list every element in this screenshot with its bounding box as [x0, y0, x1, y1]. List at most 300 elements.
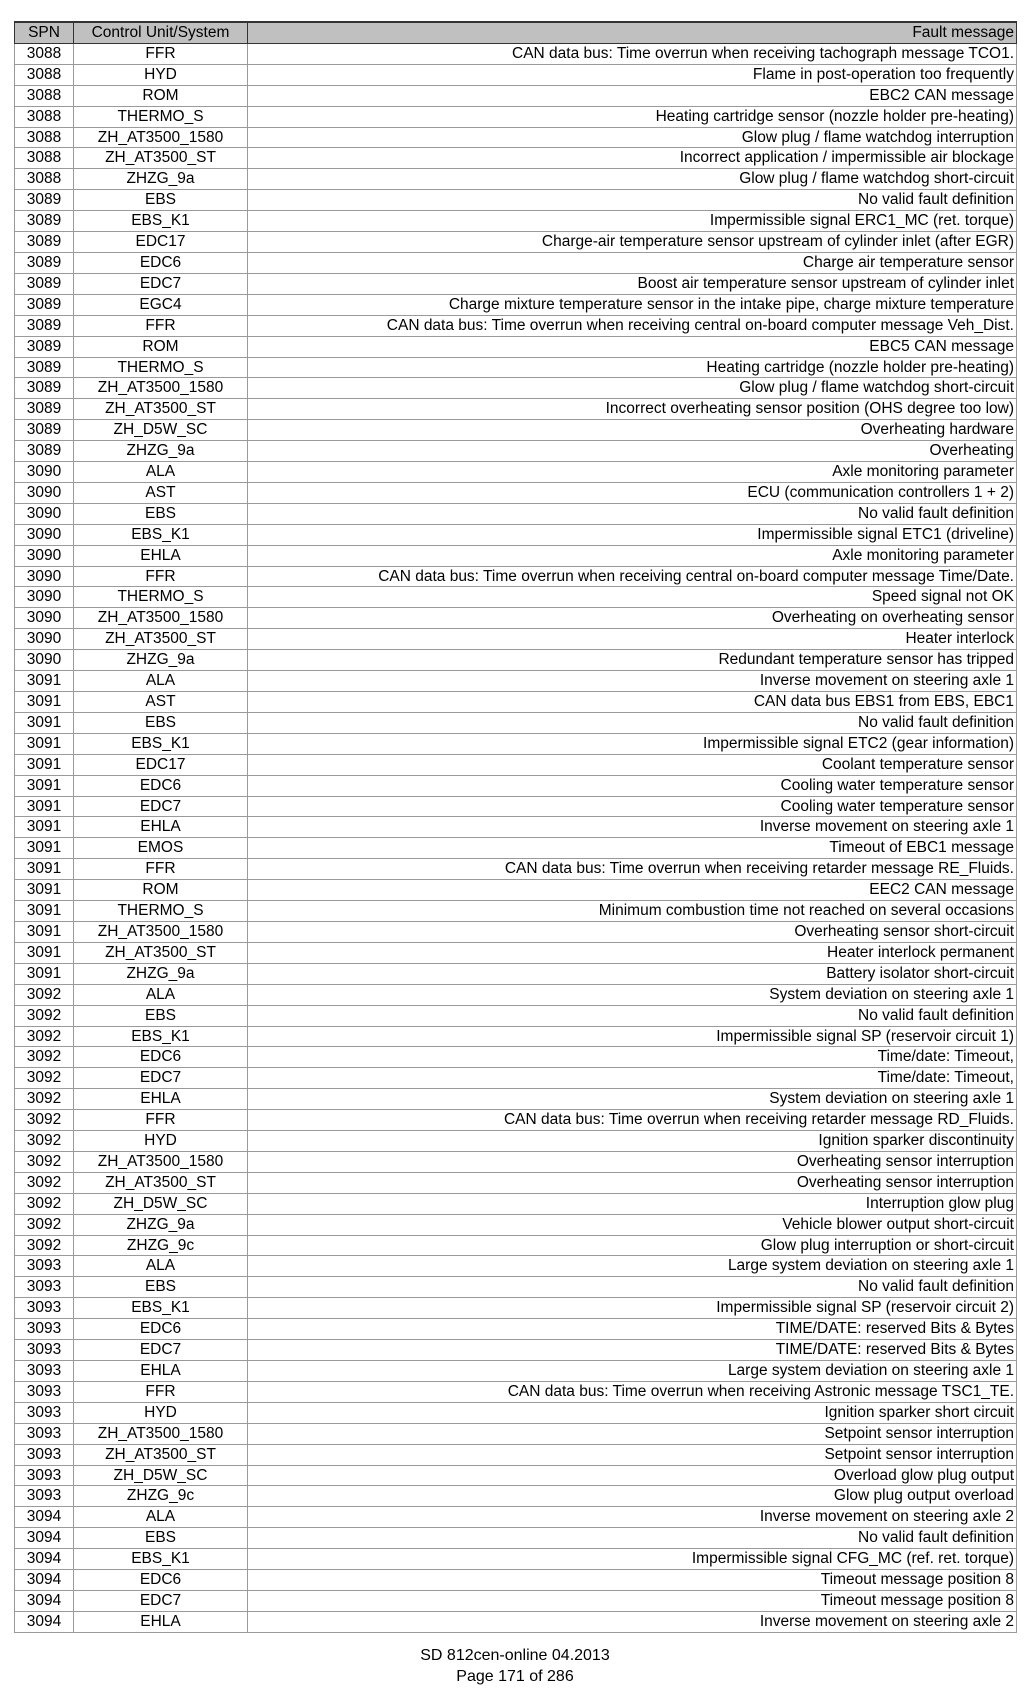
- cell-control-unit: ZHZG_9a: [74, 650, 248, 671]
- cell-spn: 3090: [15, 503, 74, 524]
- cell-spn: 3091: [15, 733, 74, 754]
- table-row: [15, 1005, 1017, 1026]
- cell-spn: 3089: [15, 315, 74, 336]
- table-row: [15, 1235, 1017, 1256]
- cell-spn: 3090: [15, 566, 74, 587]
- cell-control-unit: EHLA: [74, 817, 248, 838]
- cell-control-unit: ROM: [74, 336, 248, 357]
- cell-control-unit: EBS_K1: [74, 524, 248, 545]
- cell-control-unit: EBS_K1: [74, 211, 248, 232]
- cell-fault-message: Cooling water temperature sensor: [248, 796, 1017, 817]
- table-row: [15, 1340, 1017, 1361]
- cell-spn: 3093: [15, 1465, 74, 1486]
- cell-fault-message: Inverse movement on steering axle 2: [248, 1507, 1017, 1528]
- cell-control-unit: THERMO_S: [74, 106, 248, 127]
- cell-fault-message: Setpoint sensor interruption: [248, 1444, 1017, 1465]
- header-spn: SPN: [15, 22, 74, 43]
- cell-spn: 3093: [15, 1256, 74, 1277]
- table-row: [15, 378, 1017, 399]
- cell-spn: 3091: [15, 838, 74, 859]
- cell-fault-message: EBC2 CAN message: [248, 85, 1017, 106]
- table-row: [15, 1549, 1017, 1570]
- table-row: [15, 232, 1017, 253]
- cell-fault-message: Heater interlock permanent: [248, 942, 1017, 963]
- cell-fault-message: Impermissible signal SP (reservoir circuit 1): [248, 1026, 1017, 1047]
- cell-control-unit: ZH_AT3500_ST: [74, 942, 248, 963]
- cell-fault-message: Axle monitoring parameter: [248, 545, 1017, 566]
- cell-control-unit: EMOS: [74, 838, 248, 859]
- cell-fault-message: Inverse movement on steering axle 2: [248, 1611, 1017, 1632]
- table-row: [15, 462, 1017, 483]
- cell-control-unit: ROM: [74, 85, 248, 106]
- cell-spn: 3089: [15, 232, 74, 253]
- table-row: [15, 1444, 1017, 1465]
- cell-control-unit: THERMO_S: [74, 587, 248, 608]
- cell-spn: 3088: [15, 64, 74, 85]
- table-row: [15, 336, 1017, 357]
- header-fault-message: Fault message: [248, 22, 1017, 43]
- cell-control-unit: ZH_AT3500_ST: [74, 148, 248, 169]
- cell-fault-message: Heating cartridge (nozzle holder pre-heating): [248, 357, 1017, 378]
- cell-control-unit: ZH_AT3500_1580: [74, 1423, 248, 1444]
- cell-control-unit: ALA: [74, 1507, 248, 1528]
- table-row: [15, 1131, 1017, 1152]
- cell-spn: 3091: [15, 942, 74, 963]
- cell-spn: 3093: [15, 1486, 74, 1507]
- cell-fault-message: Time/date: Timeout,: [248, 1047, 1017, 1068]
- table-row: [15, 859, 1017, 880]
- table-row: [15, 64, 1017, 85]
- table-row: [15, 1486, 1017, 1507]
- cell-spn: 3089: [15, 273, 74, 294]
- cell-fault-message: Timeout of EBC1 message: [248, 838, 1017, 859]
- cell-fault-message: Glow plug interruption or short-circuit: [248, 1235, 1017, 1256]
- table-row: [15, 901, 1017, 922]
- table-row: [15, 420, 1017, 441]
- cell-control-unit: EDC17: [74, 232, 248, 253]
- cell-control-unit: ZHZG_9c: [74, 1235, 248, 1256]
- cell-fault-message: No valid fault definition: [248, 1005, 1017, 1026]
- cell-control-unit: EBS: [74, 1005, 248, 1026]
- table-row: [15, 441, 1017, 462]
- cell-spn: 3093: [15, 1444, 74, 1465]
- cell-fault-message: Minimum combustion time not reached on several occasions: [248, 901, 1017, 922]
- cell-fault-message: CAN data bus: Time overrun when receiving retarder message RD_Fluids.: [248, 1110, 1017, 1131]
- cell-fault-message: Ignition sparker discontinuity: [248, 1131, 1017, 1152]
- table-row: [15, 399, 1017, 420]
- table-row: [15, 211, 1017, 232]
- cell-fault-message: Impermissible signal ERC1_MC (ret. torque): [248, 211, 1017, 232]
- cell-spn: 3091: [15, 921, 74, 942]
- cell-fault-message: No valid fault definition: [248, 712, 1017, 733]
- table-row: [15, 712, 1017, 733]
- cell-control-unit: ZH_D5W_SC: [74, 1193, 248, 1214]
- cell-spn: 3092: [15, 1026, 74, 1047]
- table-row: [15, 1172, 1017, 1193]
- cell-spn: 3091: [15, 796, 74, 817]
- cell-fault-message: CAN data bus: Time overrun when receiving central on-board computer message Veh_Dist.: [248, 315, 1017, 336]
- table-row: [15, 1068, 1017, 1089]
- cell-fault-message: Heater interlock: [248, 629, 1017, 650]
- cell-spn: 3089: [15, 441, 74, 462]
- cell-fault-message: Axle monitoring parameter: [248, 462, 1017, 483]
- table-row: [15, 1570, 1017, 1591]
- cell-control-unit: EHLA: [74, 1611, 248, 1632]
- cell-control-unit: EBS: [74, 503, 248, 524]
- cell-spn: 3091: [15, 671, 74, 692]
- cell-fault-message: TIME/DATE: reserved Bits & Bytes: [248, 1319, 1017, 1340]
- cell-control-unit: ZHZG_9a: [74, 441, 248, 462]
- cell-spn: 3092: [15, 1214, 74, 1235]
- table-row: [15, 838, 1017, 859]
- table-row: [15, 1151, 1017, 1172]
- cell-fault-message: Inverse movement on steering axle 1: [248, 817, 1017, 838]
- cell-control-unit: EBS_K1: [74, 1298, 248, 1319]
- table-row: [15, 566, 1017, 587]
- cell-spn: 3092: [15, 984, 74, 1005]
- table-row: [15, 273, 1017, 294]
- cell-fault-message: Incorrect application / impermissible air blockage: [248, 148, 1017, 169]
- table-row: [15, 921, 1017, 942]
- cell-fault-message: Setpoint sensor interruption: [248, 1423, 1017, 1444]
- table-row: [15, 127, 1017, 148]
- cell-spn: 3090: [15, 524, 74, 545]
- table-row: [15, 629, 1017, 650]
- cell-control-unit: EBS: [74, 1277, 248, 1298]
- cell-spn: 3088: [15, 127, 74, 148]
- table-row: [15, 1256, 1017, 1277]
- cell-control-unit: ZH_D5W_SC: [74, 420, 248, 441]
- cell-spn: 3091: [15, 859, 74, 880]
- table-row: [15, 1298, 1017, 1319]
- cell-control-unit: ALA: [74, 1256, 248, 1277]
- cell-control-unit: EBS: [74, 1528, 248, 1549]
- cell-spn: 3093: [15, 1319, 74, 1340]
- table-row: [15, 1590, 1017, 1611]
- cell-spn: 3092: [15, 1151, 74, 1172]
- cell-fault-message: Coolant temperature sensor: [248, 754, 1017, 775]
- cell-control-unit: FFR: [74, 859, 248, 880]
- fault-table: [14, 21, 1017, 1633]
- cell-control-unit: EBS_K1: [74, 733, 248, 754]
- cell-spn: 3091: [15, 775, 74, 796]
- cell-spn: 3089: [15, 420, 74, 441]
- cell-control-unit: EDC6: [74, 252, 248, 273]
- cell-fault-message: EEC2 CAN message: [248, 880, 1017, 901]
- cell-control-unit: EDC7: [74, 1340, 248, 1361]
- table-row: [15, 1611, 1017, 1632]
- cell-fault-message: CAN data bus: Time overrun when receiving Astronic message TSC1_TE.: [248, 1381, 1017, 1402]
- table-row: [15, 545, 1017, 566]
- cell-spn: 3090: [15, 462, 74, 483]
- cell-control-unit: THERMO_S: [74, 901, 248, 922]
- cell-fault-message: Speed signal not OK: [248, 587, 1017, 608]
- table-row: [15, 587, 1017, 608]
- cell-spn: 3088: [15, 43, 74, 64]
- cell-fault-message: Timeout message position 8: [248, 1570, 1017, 1591]
- cell-control-unit: EGC4: [74, 294, 248, 315]
- table-row: [15, 85, 1017, 106]
- cell-spn: 3094: [15, 1590, 74, 1611]
- cell-spn: 3093: [15, 1361, 74, 1382]
- cell-fault-message: Overheating sensor interruption: [248, 1172, 1017, 1193]
- cell-spn: 3092: [15, 1005, 74, 1026]
- cell-spn: 3094: [15, 1549, 74, 1570]
- table-row: [15, 294, 1017, 315]
- cell-spn: 3091: [15, 692, 74, 713]
- cell-control-unit: HYD: [74, 1402, 248, 1423]
- table-row: [15, 1381, 1017, 1402]
- cell-control-unit: ZH_D5W_SC: [74, 1465, 248, 1486]
- table-row: [15, 1110, 1017, 1131]
- cell-control-unit: EDC6: [74, 775, 248, 796]
- cell-control-unit: ZH_AT3500_ST: [74, 629, 248, 650]
- cell-spn: 3091: [15, 817, 74, 838]
- cell-control-unit: AST: [74, 692, 248, 713]
- cell-spn: 3088: [15, 148, 74, 169]
- cell-spn: 3093: [15, 1381, 74, 1402]
- table-row: [15, 650, 1017, 671]
- footer-doc-id: SD 812cen-online 04.2013: [420, 1647, 610, 1664]
- table-row: [15, 482, 1017, 503]
- cell-spn: 3091: [15, 901, 74, 922]
- cell-fault-message: Time/date: Timeout,: [248, 1068, 1017, 1089]
- cell-fault-message: Overheating: [248, 441, 1017, 462]
- cell-control-unit: EBS: [74, 712, 248, 733]
- cell-spn: 3094: [15, 1570, 74, 1591]
- cell-fault-message: Glow plug / flame watchdog interruption: [248, 127, 1017, 148]
- table-row: [15, 775, 1017, 796]
- header-row: [15, 22, 1017, 43]
- cell-control-unit: ZH_AT3500_ST: [74, 1444, 248, 1465]
- cell-control-unit: EDC7: [74, 1590, 248, 1611]
- cell-fault-message: Inverse movement on steering axle 1: [248, 671, 1017, 692]
- cell-spn: 3094: [15, 1611, 74, 1632]
- cell-spn: 3090: [15, 629, 74, 650]
- cell-control-unit: ZHZG_9a: [74, 963, 248, 984]
- cell-fault-message: No valid fault definition: [248, 1528, 1017, 1549]
- cell-control-unit: THERMO_S: [74, 357, 248, 378]
- table-row: [15, 1214, 1017, 1235]
- cell-fault-message: Overheating sensor interruption: [248, 1151, 1017, 1172]
- table-row: [15, 524, 1017, 545]
- cell-spn: 3093: [15, 1423, 74, 1444]
- table-row: [15, 880, 1017, 901]
- cell-spn: 3089: [15, 294, 74, 315]
- cell-fault-message: Ignition sparker short circuit: [248, 1402, 1017, 1423]
- cell-fault-message: CAN data bus: Time overrun when receiving retarder message RE_Fluids.: [248, 859, 1017, 880]
- cell-spn: 3091: [15, 754, 74, 775]
- cell-control-unit: EDC7: [74, 796, 248, 817]
- cell-fault-message: Overheating hardware: [248, 420, 1017, 441]
- table-row: [15, 963, 1017, 984]
- table-row: [15, 1026, 1017, 1047]
- cell-fault-message: Cooling water temperature sensor: [248, 775, 1017, 796]
- cell-fault-message: Charge mixture temperature sensor in the intake pipe, charge mixture temperature: [248, 294, 1017, 315]
- cell-control-unit: ALA: [74, 671, 248, 692]
- table-row: [15, 190, 1017, 211]
- table-row: [15, 1319, 1017, 1340]
- cell-spn: 3090: [15, 545, 74, 566]
- cell-control-unit: HYD: [74, 1131, 248, 1152]
- cell-control-unit: EHLA: [74, 1089, 248, 1110]
- cell-spn: 3090: [15, 650, 74, 671]
- cell-fault-message: Vehicle blower output short-circuit: [248, 1214, 1017, 1235]
- table-row: [15, 169, 1017, 190]
- cell-fault-message: System deviation on steering axle 1: [248, 1089, 1017, 1110]
- table-row: [15, 1047, 1017, 1068]
- cell-spn: 3089: [15, 399, 74, 420]
- cell-fault-message: Battery isolator short-circuit: [248, 963, 1017, 984]
- cell-control-unit: ZH_AT3500_ST: [74, 399, 248, 420]
- cell-fault-message: EBC5 CAN message: [248, 336, 1017, 357]
- cell-spn: 3089: [15, 211, 74, 232]
- cell-fault-message: ECU (communication controllers 1 + 2): [248, 482, 1017, 503]
- cell-control-unit: ZHZG_9c: [74, 1486, 248, 1507]
- cell-fault-message: Glow plug / flame watchdog short-circuit: [248, 169, 1017, 190]
- cell-spn: 3092: [15, 1193, 74, 1214]
- cell-fault-message: Flame in post-operation too frequently: [248, 64, 1017, 85]
- cell-spn: 3092: [15, 1131, 74, 1152]
- cell-spn: 3092: [15, 1089, 74, 1110]
- table-row: [15, 1423, 1017, 1444]
- cell-control-unit: FFR: [74, 315, 248, 336]
- cell-fault-message: Glow plug output overload: [248, 1486, 1017, 1507]
- cell-fault-message: Charge-air temperature sensor upstream of cylinder inlet (after EGR): [248, 232, 1017, 253]
- cell-spn: 3089: [15, 336, 74, 357]
- table-row: [15, 252, 1017, 273]
- table-row: [15, 1277, 1017, 1298]
- cell-control-unit: FFR: [74, 43, 248, 64]
- cell-spn: 3090: [15, 587, 74, 608]
- cell-fault-message: Overload glow plug output: [248, 1465, 1017, 1486]
- table-row: [15, 1361, 1017, 1382]
- cell-spn: 3090: [15, 608, 74, 629]
- cell-control-unit: EBS_K1: [74, 1026, 248, 1047]
- cell-control-unit: ALA: [74, 462, 248, 483]
- cell-fault-message: No valid fault definition: [248, 190, 1017, 211]
- table-row: [15, 608, 1017, 629]
- cell-control-unit: EHLA: [74, 545, 248, 566]
- cell-spn: 3091: [15, 880, 74, 901]
- cell-spn: 3090: [15, 482, 74, 503]
- cell-fault-message: Impermissible signal SP (reservoir circuit 2): [248, 1298, 1017, 1319]
- table-row: [15, 1089, 1017, 1110]
- cell-control-unit: EBS_K1: [74, 1549, 248, 1570]
- table-header: [15, 22, 1017, 43]
- cell-fault-message: Large system deviation on steering axle 1: [248, 1256, 1017, 1277]
- table-row: [15, 692, 1017, 713]
- table-row: [15, 357, 1017, 378]
- table-row: [15, 1193, 1017, 1214]
- cell-fault-message: Large system deviation on steering axle 1: [248, 1361, 1017, 1382]
- table-row: [15, 106, 1017, 127]
- cell-fault-message: Boost air temperature sensor upstream of cylinder inlet: [248, 273, 1017, 294]
- table-row: [15, 1528, 1017, 1549]
- cell-spn: 3093: [15, 1340, 74, 1361]
- table-body: [15, 43, 1017, 1632]
- cell-control-unit: EDC6: [74, 1319, 248, 1340]
- footer-page-number: Page 171 of 286: [456, 1668, 574, 1685]
- cell-spn: 3089: [15, 252, 74, 273]
- table-row: [15, 1507, 1017, 1528]
- cell-control-unit: EBS: [74, 190, 248, 211]
- cell-fault-message: CAN data bus: Time overrun when receiving central on-board computer message Time/Date.: [248, 566, 1017, 587]
- cell-fault-message: Overheating on overheating sensor: [248, 608, 1017, 629]
- table-row: [15, 43, 1017, 64]
- table-row: [15, 315, 1017, 336]
- cell-control-unit: EDC6: [74, 1570, 248, 1591]
- cell-fault-message: Timeout message position 8: [248, 1590, 1017, 1611]
- cell-spn: 3092: [15, 1110, 74, 1131]
- cell-fault-message: Overheating sensor short-circuit: [248, 921, 1017, 942]
- table-row: [15, 1465, 1017, 1486]
- cell-fault-message: TIME/DATE: reserved Bits & Bytes: [248, 1340, 1017, 1361]
- table-row: [15, 942, 1017, 963]
- cell-control-unit: FFR: [74, 1381, 248, 1402]
- cell-fault-message: Glow plug / flame watchdog short-circuit: [248, 378, 1017, 399]
- table-row: [15, 754, 1017, 775]
- cell-control-unit: EDC7: [74, 1068, 248, 1089]
- cell-spn: 3092: [15, 1068, 74, 1089]
- cell-fault-message: Incorrect overheating sensor position (OHS degree too low): [248, 399, 1017, 420]
- cell-control-unit: FFR: [74, 566, 248, 587]
- cell-control-unit: ALA: [74, 984, 248, 1005]
- cell-spn: 3088: [15, 169, 74, 190]
- cell-control-unit: FFR: [74, 1110, 248, 1131]
- cell-spn: 3088: [15, 85, 74, 106]
- table-row: [15, 733, 1017, 754]
- cell-fault-message: No valid fault definition: [248, 503, 1017, 524]
- cell-control-unit: ZH_AT3500_1580: [74, 1151, 248, 1172]
- table-row: [15, 796, 1017, 817]
- cell-fault-message: Redundant temperature sensor has tripped: [248, 650, 1017, 671]
- table-row: [15, 817, 1017, 838]
- cell-spn: 3093: [15, 1298, 74, 1319]
- header-control-unit: Control Unit/System: [74, 22, 248, 43]
- cell-fault-message: System deviation on steering axle 1: [248, 984, 1017, 1005]
- cell-fault-message: Charge air temperature sensor: [248, 252, 1017, 273]
- cell-spn: 3091: [15, 963, 74, 984]
- table-row: [15, 671, 1017, 692]
- cell-spn: 3094: [15, 1507, 74, 1528]
- cell-control-unit: HYD: [74, 64, 248, 85]
- cell-spn: 3088: [15, 106, 74, 127]
- cell-spn: 3093: [15, 1402, 74, 1423]
- cell-control-unit: ZHZG_9a: [74, 169, 248, 190]
- cell-fault-message: Impermissible signal ETC1 (driveline): [248, 524, 1017, 545]
- cell-control-unit: ZHZG_9a: [74, 1214, 248, 1235]
- cell-spn: 3094: [15, 1528, 74, 1549]
- cell-spn: 3091: [15, 712, 74, 733]
- cell-fault-message: No valid fault definition: [248, 1277, 1017, 1298]
- cell-fault-message: CAN data bus EBS1 from EBS, EBC1: [248, 692, 1017, 713]
- table-row: [15, 148, 1017, 169]
- cell-control-unit: EDC17: [74, 754, 248, 775]
- cell-spn: 3089: [15, 357, 74, 378]
- cell-control-unit: ZH_AT3500_1580: [74, 378, 248, 399]
- cell-fault-message: Impermissible signal ETC2 (gear information): [248, 733, 1017, 754]
- cell-spn: 3092: [15, 1235, 74, 1256]
- cell-control-unit: ZH_AT3500_1580: [74, 921, 248, 942]
- cell-control-unit: EDC6: [74, 1047, 248, 1068]
- cell-spn: 3089: [15, 378, 74, 399]
- table-row: [15, 1402, 1017, 1423]
- cell-spn: 3093: [15, 1277, 74, 1298]
- cell-control-unit: ZH_AT3500_1580: [74, 608, 248, 629]
- cell-fault-message: CAN data bus: Time overrun when receiving tachograph message TCO1.: [248, 43, 1017, 64]
- table-row: [15, 503, 1017, 524]
